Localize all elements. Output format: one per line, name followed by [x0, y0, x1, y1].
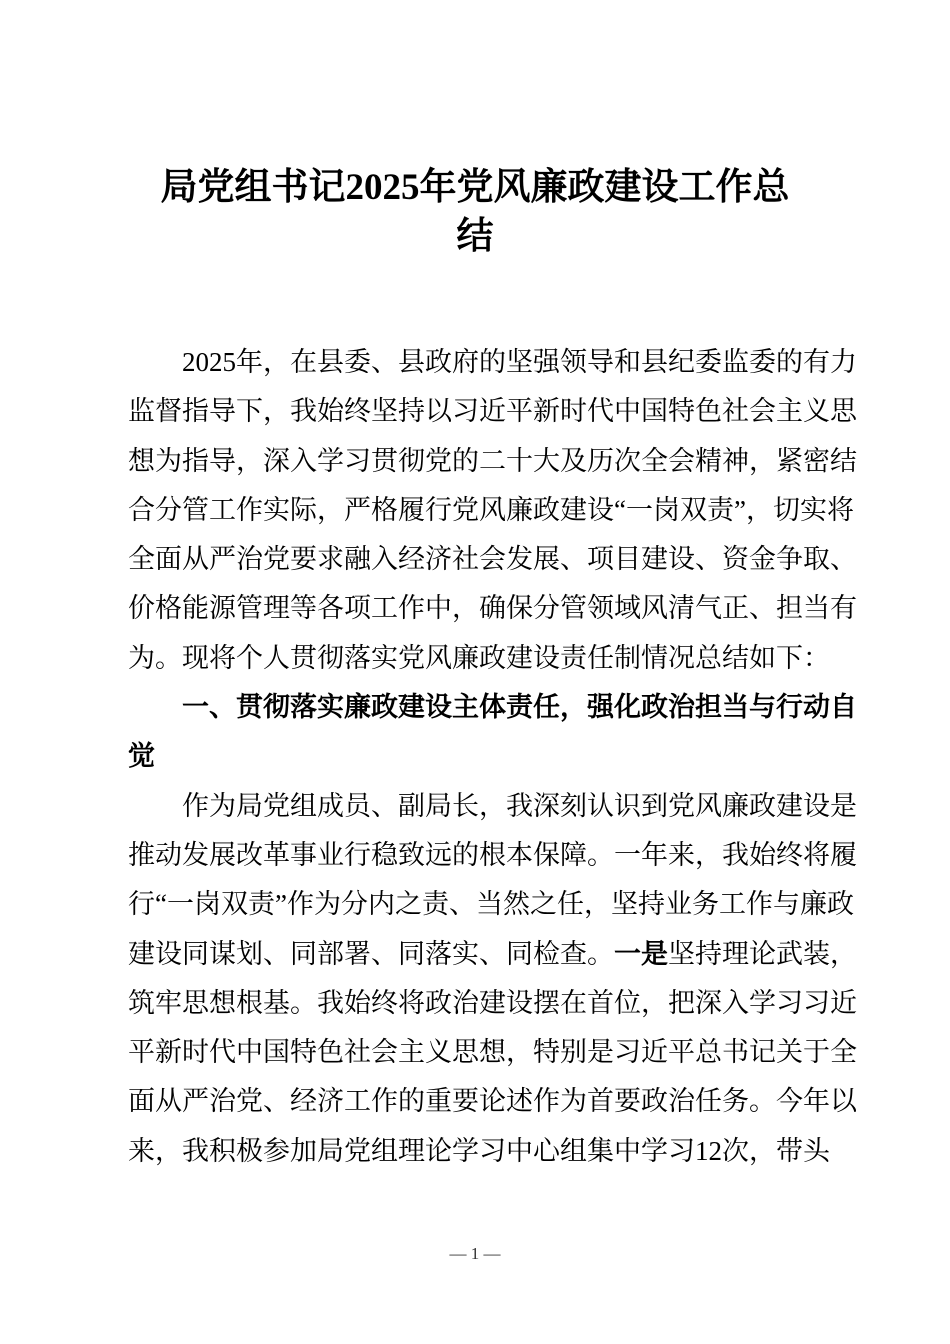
text-line: 面从严治党、经济工作的重要论述作为首要政治任务。今年以	[128, 1086, 857, 1117]
text-line: 作为局党组成员、副局长，我深刻认识到党风廉政建设是	[182, 790, 857, 821]
text-segment: 坚持理论武装，	[668, 938, 857, 969]
title-line: 局党组书记2025年党风廉政建设工作总	[160, 167, 790, 208]
text-line: 为。现将个人贯彻落实党风廉政建设责任制情况总结如下：	[128, 642, 830, 673]
text-line: 筑牢思想根基。我始终将政治建设摆在首位，把深入学习习近	[128, 987, 857, 1018]
text-line: 价格能源管理等各项工作中，确保分管领域风清气正、担当有	[128, 593, 857, 624]
heading-line: 一、贯彻落实廉政建设主体责任，强化政治担当与行动自	[182, 692, 857, 723]
document-body	[128, 338, 857, 1176]
bold-keyword: 一是	[614, 938, 668, 969]
text-line: 推动发展改革事业行稳致远的根本保障。一年来，我始终将履	[128, 839, 857, 870]
page-number: — 1 —	[449, 1244, 501, 1263]
text-line: 合分管工作实际，严格履行党风廉政建设“一岗双责”，切实将	[128, 494, 854, 525]
text-line: 行“一岗双责”作为分内之责、当然之任，坚持业务工作与廉政	[128, 889, 854, 920]
text-line: 监督指导下，我始终坚持以习近平新时代中国特色社会主义思	[128, 396, 857, 427]
text-line: 全面从严治党要求融入经济社会发展、项目建设、资金争取、	[128, 544, 857, 575]
text-line: 想为指导，深入学习贯彻党的二十大及历次全会精神，紧密结	[128, 445, 857, 476]
intro-paragraph	[128, 338, 857, 683]
text-segment: 建设同谋划、同部署、同落实、同检查。	[128, 938, 614, 969]
text-line: 来，我积极参加局党组理论学习中心组集中学习12次，带头	[128, 1135, 830, 1166]
heading-line: 觉	[128, 741, 155, 772]
document-title	[120, 163, 830, 261]
section-paragraph	[128, 782, 857, 1176]
text-line: 2025年，在县委、县政府的坚强领导和县纪委监委的有力	[182, 347, 857, 377]
text-line: 平新时代中国特色社会主义思想，特别是习近平总书记关于全	[128, 1037, 857, 1068]
title-line: 结	[456, 216, 494, 257]
section-heading	[128, 683, 857, 782]
text-line	[128, 930, 857, 979]
